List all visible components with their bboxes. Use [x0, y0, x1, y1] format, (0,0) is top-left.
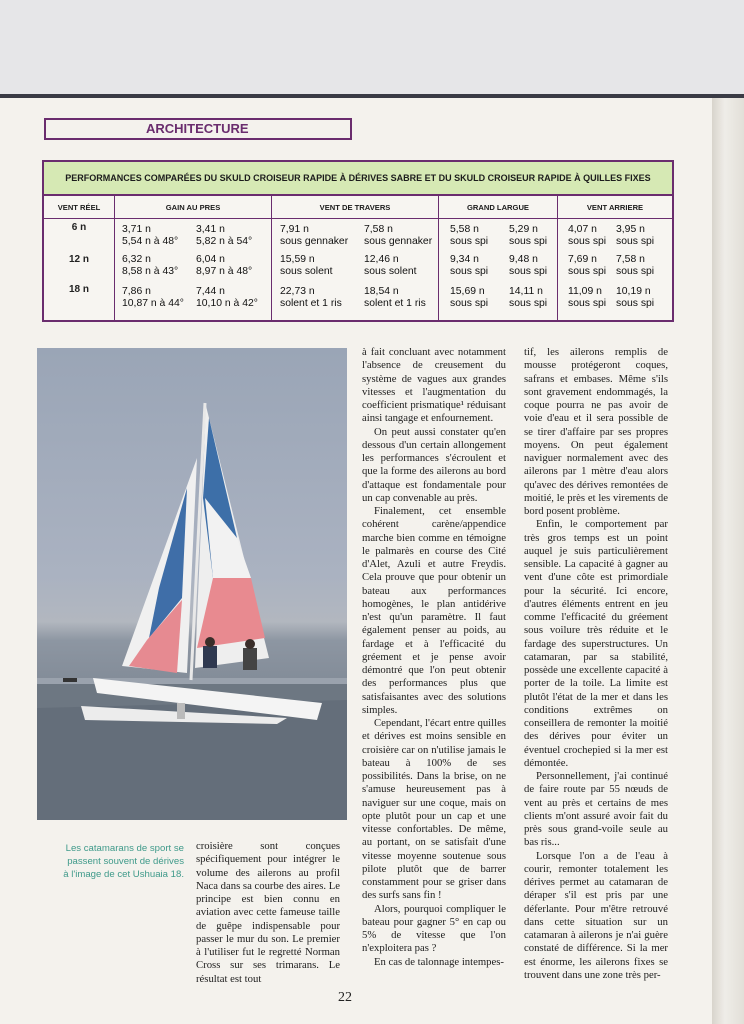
table-cell: 7,44 n 10,10 n à 42° — [196, 286, 258, 309]
table-cell: 14,11 n sous spi — [509, 286, 548, 309]
header-grand-largue: GRAND LARGUE — [466, 203, 529, 212]
header-vent-arriere: VENT ARRIERE — [586, 203, 644, 212]
paragraph: Cependant, l'écart entre quilles et dérives est moins sensible en croisière car on n'utilise jamais le bateau à 100% de ses possibilités. Dans la brise, on ne s'amuse heureusement pas à naviguer sur une coque, mais on opte plutôt pour un cap et une vitesse confortables. De même, au portant, on se satisfait d'une vitesse moyenne soutenue sous pilote plutôt que de barrer constamment pour se griser dans des surfs sans fin ! — [362, 717, 506, 902]
table-rule — [44, 218, 672, 219]
table-cell: 15,59 n sous solent — [280, 254, 333, 277]
table-divider — [438, 196, 439, 320]
section-heading: ARCHITECTURE — [44, 118, 352, 140]
paragraph: Alors, pourquoi compliquer le bateau pour gagner 5° en cap ou 5% de vitesse que l'on n'exploitera pas ? — [362, 902, 506, 955]
table-cell: 6,32 n 8,58 n à 43° — [122, 254, 179, 277]
table-divider — [557, 196, 558, 320]
table-cell: 22,73 n solent et 1 ris — [280, 286, 342, 309]
table-cell: 3,41 n 5,82 n à 54° — [196, 224, 253, 247]
paragraph: Personnellement, j'ai continué de faire route par 55 nœuds de vent au près et certains de mes clients m'ont assuré avoir fait du près sous grand-voile seule au bas ris... — [524, 770, 668, 849]
scan-background — [0, 0, 744, 96]
header-vent-reel: VENT RÉEL — [57, 203, 101, 212]
paragraph: croisière sont conçues spécifiquement pour intégrer le volume des ailerons au profil Naca dans sa courbe des aires. Le principe est bien connu en aviation avec cette fameuse taille de guêpe indispensable pour passer le mur du son. Le premier à l'utiliser fut le regretté Norman Cross sur ses trimarans. Le résultat est tout — [196, 840, 340, 985]
table-cell: 10,19 n sous spi — [616, 286, 655, 309]
performance-table — [42, 160, 674, 322]
table-cell: 7,91 n sous gennaker — [280, 224, 349, 247]
paragraph: Finalement, cet ensemble cohérent carène/appendice marche bien comme en témoigne le palmarès en course des Cité d'Alet, Azuli et autre Freydis. Cela prouve que pour obtenir un bateau aux performances homogènes, le plan antidérive n'est qu'un paramètre. Il faut également penser au poids, au fardage et à l'efficacité du gréement et je pense avoir démontré que l'on peut obtenir des performances plus que satisfaisantes avec des solutions simples. — [362, 505, 506, 716]
table-cell: 15,69 n sous spi — [450, 286, 489, 309]
page-number: 22 — [338, 990, 352, 1005]
article-column-1 — [196, 840, 340, 986]
table-cell: 18,54 n solent et 1 ris — [364, 286, 426, 309]
table-cell: 3,71 n 5,54 n à 48° — [122, 224, 179, 247]
table-cell: 7,69 n sous spi — [568, 254, 607, 277]
table-cell: 6,04 n 8,97 n à 48° — [196, 254, 253, 277]
photo-caption: Les catamarans de sport se passent souvent de dérives à l'image de cet Ushuaia 18. — [63, 843, 184, 880]
table-cell: 7,58 n sous gennaker — [364, 224, 433, 247]
paragraph: tif, les ailerons remplis de mousse protégeront coques, safrans et embases. Même s'ils sont gravement endommagés, la coque pourra ne pas avoir de voie d'eau et il sera possible de se tirer d'affaire par ses propres moyens. On peut également naviguer normalement avec des ailerons par 1 mètre d'eau alors qu'avec des dérives remontées de moitié, le près et les virements de bord posent problème. — [524, 346, 668, 517]
table-cell: 12,46 n sous solent — [364, 254, 417, 277]
table-cell: 7,86 n 10,87 n à 44° — [122, 286, 184, 309]
table-cell: 5,29 n sous spi — [509, 224, 548, 247]
paragraph: à fait concluant avec notamment l'absence de creusement du système de vagues aux grandes vitesses et l'augmentation du coefficient prismatique¹ réduisant ainsi tangage et enfournement. — [362, 346, 506, 425]
header-gain-au-pres: GAIN AU PRES — [165, 203, 221, 212]
table-divider — [271, 196, 272, 320]
table-cell: 3,95 n sous spi — [616, 224, 655, 247]
paragraph: En cas de talonnage intempes- — [374, 955, 504, 968]
table-cell: 4,07 n sous spi — [568, 224, 607, 247]
header-vent-de-travers: VENT DE TRAVERS — [319, 203, 391, 212]
next-page-edge — [712, 98, 744, 1024]
article-column-2 — [362, 346, 506, 969]
table-title: PERFORMANCES COMPARÉES DU SKULD CROISEUR RAPIDE À DÉRIVES SABRE ET DU SKULD CROISEUR RAPIDE À QUILLES FIXES — [44, 162, 672, 196]
table-cell: 9,48 n sous spi — [509, 254, 548, 277]
catamaran-photo — [37, 348, 347, 820]
table-cell: 11,09 n sous spi — [568, 286, 607, 309]
row-label-18n: 18 n — [68, 284, 89, 295]
catamaran-illustration — [37, 348, 347, 820]
table-divider — [114, 196, 115, 320]
table-cell: 7,58 n sous spi — [616, 254, 655, 277]
paragraph: Enfin, le comportement par très gros temps est un point auquel je suis particulièrement sensible. La capacité à gagner au vent d'une côte est primordiale pour la sécurité. Ici encore, d'autres éléments entrent en jeu comme l'efficacité du gréement sous voilure très réduite et le fardage des superstructures. Un catamaran, par sa stabilité, possède une excellente capacité à porter de la toile. La limite est plutôt l'état de la mer et dans les conditions extrêmes on conseillera de remonter la moitié des dérives pour éviter un éventuel crochepied si la mer est démontée. — [524, 518, 668, 769]
article-column-3 — [524, 346, 668, 982]
row-label-12n: 12 n — [68, 254, 89, 265]
paragraph: On peut aussi constater qu'en dessous d'un certain allongement les performances s'écroulent et que la forme des ailerons au bord d'attaque est fondamentale pour un cap convenable au près. — [362, 425, 506, 504]
table-cell: 9,34 n sous spi — [450, 254, 489, 277]
paragraph: Lorsque l'on a de l'eau à courir, remonter totalement les dérives permet au catamaran de déraper s'il est pris par une déferlante. Pour m'être retrouvé dans cette situation sur un catamaran à ailerons je n'ai guère constaté de différence. Si la mer est énorme, les ailerons fixes se trouvent dans une zone très per- — [524, 849, 668, 981]
table-cell: 5,58 n sous spi — [450, 224, 489, 247]
row-label-6n: 6 n — [71, 222, 87, 233]
